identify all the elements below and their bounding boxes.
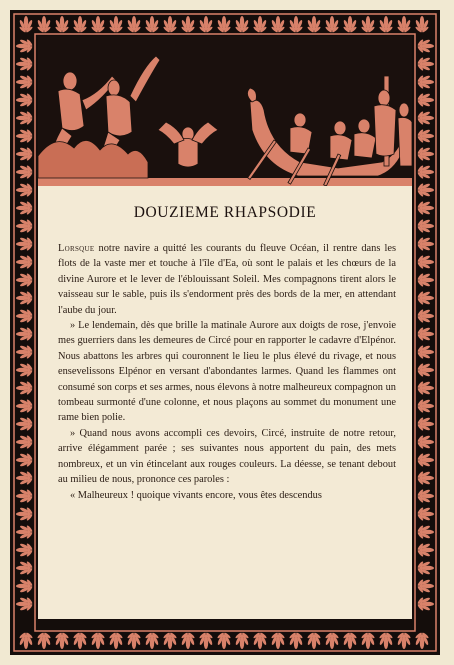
paragraph-text: » Le lendemain, dès que brille la matinale Aurore aux doigts de rose, j'envoie mes guerriers dans les demeures de Circé pour en rapporter le cadavre d'Elpénor. Nous abattons les arbres qui couronnent le lieu le plus élevé du rivage, et nous ensevelissons Elpénor en versant d'abondantes larmes. Quand les flammes ont consumé son corps et ses armes, nous élevons à notre malheureux compagnon un tombeau surmonté d'une colonne, et nous plaçons au sommet du monument une rame bien polie.: [58, 320, 396, 424]
palmette-motif: [16, 417, 33, 431]
palmette-motif: [397, 632, 411, 649]
palmette-motif: [91, 632, 105, 649]
palmette-motif: [16, 111, 33, 125]
palmette-motif: [417, 381, 434, 395]
palmette-motif: [417, 39, 434, 53]
palmette-motif: [397, 16, 411, 33]
palmette-motif: [16, 345, 33, 359]
palmette-motif: [73, 16, 87, 33]
palmette-motif: [415, 16, 429, 33]
palmette-motif: [417, 201, 434, 215]
palmette-motif: [16, 561, 33, 575]
palmette-motif: [417, 237, 434, 251]
paragraph-text: « Malheureux ! quoique vivants encore, vous êtes descendus: [70, 489, 322, 501]
palmette-motif: [235, 632, 249, 649]
palmette-motif: [417, 471, 434, 485]
chapter-title: DOUZIEME RHAPSODIE: [133, 204, 317, 221]
palmette-motif: [16, 543, 33, 557]
palmette-motif: [417, 75, 434, 89]
palmette-motif: [127, 16, 141, 33]
palmette-motif: [307, 16, 321, 33]
palmette-motif: [16, 399, 33, 413]
palmette-motif: [109, 632, 123, 649]
palmette-motif: [16, 147, 33, 161]
palmette-motif: [417, 111, 434, 125]
palmette-motif: [417, 579, 434, 593]
palmette-motif: [16, 507, 33, 521]
palmette-motif: [55, 632, 69, 649]
palmette-motif: [325, 632, 339, 649]
paragraph-1: [58, 241, 396, 318]
palmette-motif: [16, 75, 33, 89]
palmette-motif: [417, 147, 434, 161]
palmette-motif: [73, 632, 87, 649]
text-panel: [38, 186, 412, 619]
palmette-motif: [417, 309, 434, 323]
palmette-motif: [127, 632, 141, 649]
palmette-motif: [16, 129, 33, 143]
palmette-motif: [55, 16, 69, 33]
palmette-motif: [417, 93, 434, 107]
palmette-motif: [417, 561, 434, 575]
palmette-motif: [19, 16, 33, 33]
palmette-motif: [343, 632, 357, 649]
palmette-motif: [361, 632, 375, 649]
palmette-motif: [361, 16, 375, 33]
palmette-motif: [16, 237, 33, 251]
palmette-motif: [145, 16, 159, 33]
palmette-motif: [417, 129, 434, 143]
palmette-motif: [417, 399, 434, 413]
paragraph-2: [58, 318, 396, 426]
palmette-motif: [16, 525, 33, 539]
palmette-motif: [37, 632, 51, 649]
palmette-motif: [417, 219, 434, 233]
palmette-motif: [417, 255, 434, 269]
paragraph-lead-word: Lorsque: [58, 243, 95, 254]
palmette-motif: [289, 16, 303, 33]
palmette-motif: [181, 632, 195, 649]
palmette-motif: [16, 291, 33, 305]
palmette-motif: [253, 16, 267, 33]
palmette-motif: [16, 39, 33, 53]
palmette-motif: [417, 57, 434, 71]
palmette-motif: [145, 632, 159, 649]
palmette-motif: [289, 632, 303, 649]
palmette-motif: [325, 16, 339, 33]
palmette-motif: [271, 16, 285, 33]
palmette-motif: [417, 417, 434, 431]
palmette-motif: [379, 16, 393, 33]
greek-vase-frieze-image: [38, 36, 412, 186]
palmette-motif: [199, 16, 213, 33]
palmette-motif: [16, 93, 33, 107]
palmette-motif: [16, 471, 33, 485]
palmette-motif: [235, 16, 249, 33]
palmette-motif: [217, 16, 231, 33]
palmette-motif: [19, 632, 33, 649]
palmette-motif: [343, 16, 357, 33]
palmette-motif: [307, 632, 321, 649]
palmette-motif: [417, 183, 434, 197]
paragraph-text: notre navire a quitté les courants du fleuve Océan, il rentre dans les flots de la vaste mer et touche à l'île d'Ea, où sont le palais et les chœurs de la divine Aurore et le lever de l'éblouissant Soleil. Mes compagnons tirent alors le vaisseau sur le sable, puis ils s'endorment près des bords de la mer, en attendant l'aube du jour.: [58, 243, 396, 316]
palmette-motif: [91, 16, 105, 33]
palmette-motif: [417, 597, 434, 611]
paragraph-4: [58, 488, 396, 503]
palmette-motif: [417, 291, 434, 305]
palmette-motif: [253, 632, 267, 649]
palmette-motif: [16, 597, 33, 611]
palmette-motif: [271, 632, 285, 649]
palmette-motif: [16, 309, 33, 323]
palmette-motif: [16, 453, 33, 467]
palmette-motif: [415, 632, 429, 649]
chapter-body: [58, 241, 396, 503]
palmette-motif: [16, 489, 33, 503]
palmette-motif: [181, 16, 195, 33]
palmette-motif: [16, 255, 33, 269]
palmette-motif: [16, 579, 33, 593]
palmette-motif: [16, 327, 33, 341]
palmette-motif: [16, 201, 33, 215]
palmette-motif: [16, 183, 33, 197]
palmette-motif: [417, 507, 434, 521]
palmette-motif: [16, 57, 33, 71]
palmette-motif: [16, 219, 33, 233]
palmette-motif: [417, 345, 434, 359]
paragraph-3: [58, 426, 396, 488]
palmette-motif: [163, 16, 177, 33]
palmette-motif: [217, 632, 231, 649]
palmette-motif: [379, 632, 393, 649]
palmette-motif: [16, 363, 33, 377]
palmette-motif: [417, 543, 434, 557]
palmette-motif: [417, 525, 434, 539]
palmette-motif: [109, 16, 123, 33]
palmette-motif: [16, 273, 33, 287]
palmette-motif: [16, 435, 33, 449]
palmette-motif: [417, 327, 434, 341]
palmette-motif: [163, 632, 177, 649]
palmette-motif: [417, 489, 434, 503]
palmette-motif: [417, 453, 434, 467]
palmette-motif: [417, 273, 434, 287]
palmette-motif: [16, 165, 33, 179]
palmette-motif: [37, 16, 51, 33]
palmette-motif: [417, 435, 434, 449]
palmette-motif: [199, 632, 213, 649]
palmette-motif: [417, 165, 434, 179]
paragraph-text: » Quand nous avons accompli ces devoirs, Circé, instruite de notre retour, arrive élégamment parée ; ses suivantes nous apportent du pain, des mets nombreux, et un vin étincelant aux rouges couleurs. La déesse, se tenant debout au milieu de nous, prononce ces paroles :: [58, 427, 396, 486]
palmette-motif: [16, 381, 33, 395]
palmette-motif: [417, 363, 434, 377]
